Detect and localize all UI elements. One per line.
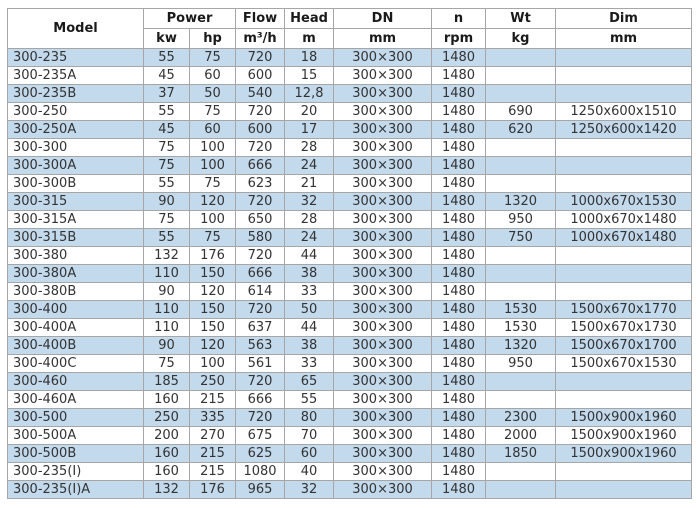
cell-rpm: 1480: [432, 103, 486, 121]
cell-head: 33: [285, 283, 334, 301]
cell-model: 300-235: [8, 49, 144, 67]
table-row: [8, 445, 692, 463]
header-unit-hp: hp: [190, 29, 236, 49]
cell-hp: 176: [190, 247, 236, 265]
cell-head: 17: [285, 121, 334, 139]
cell-head: 60: [285, 445, 334, 463]
cell-model: 300-250A: [8, 121, 144, 139]
cell-kw: 90: [144, 193, 190, 211]
cell-rpm: 1480: [432, 157, 486, 175]
cell-kw: 90: [144, 283, 190, 301]
cell-dim: [556, 49, 692, 67]
table-row: [8, 175, 692, 193]
cell-hp: 100: [190, 355, 236, 373]
cell-hp: 50: [190, 85, 236, 103]
cell-dn: 300×300: [334, 373, 432, 391]
cell-wt: 1850: [486, 445, 556, 463]
cell-head: 28: [285, 139, 334, 157]
table-row: [8, 265, 692, 283]
cell-head: 18: [285, 49, 334, 67]
header-unit-dim: mm: [556, 29, 692, 49]
cell-flow: 720: [236, 49, 285, 67]
table-row: [8, 67, 692, 85]
cell-model: 300-460A: [8, 391, 144, 409]
cell-model: 300-315B: [8, 229, 144, 247]
cell-model: 300-315A: [8, 211, 144, 229]
cell-dn: 300×300: [334, 427, 432, 445]
cell-wt: 1320: [486, 193, 556, 211]
cell-wt: 1320: [486, 337, 556, 355]
cell-hp: 75: [190, 103, 236, 121]
cell-kw: 75: [144, 139, 190, 157]
table-row: [8, 229, 692, 247]
cell-wt: 950: [486, 355, 556, 373]
header-unit-kw: kw: [144, 29, 190, 49]
cell-head: 40: [285, 463, 334, 481]
table-row: [8, 103, 692, 121]
cell-hp: 60: [190, 67, 236, 85]
cell-model: 300-250: [8, 103, 144, 121]
header-unit-n: rpm: [432, 29, 486, 49]
cell-kw: 55: [144, 103, 190, 121]
cell-rpm: 1480: [432, 355, 486, 373]
cell-rpm: 1480: [432, 445, 486, 463]
cell-hp: 270: [190, 427, 236, 445]
cell-kw: 185: [144, 373, 190, 391]
cell-dim: [556, 391, 692, 409]
cell-kw: 160: [144, 391, 190, 409]
cell-flow: 666: [236, 265, 285, 283]
cell-dim: [556, 463, 692, 481]
cell-dim: [556, 283, 692, 301]
cell-flow: 650: [236, 211, 285, 229]
cell-wt: [486, 67, 556, 85]
cell-rpm: 1480: [432, 319, 486, 337]
cell-dim: [556, 139, 692, 157]
cell-model: 300-300B: [8, 175, 144, 193]
table-row: [8, 355, 692, 373]
cell-model: 300-235B: [8, 85, 144, 103]
cell-dn: 300×300: [334, 247, 432, 265]
cell-hp: 75: [190, 49, 236, 67]
cell-flow: 720: [236, 139, 285, 157]
cell-dn: 300×300: [334, 337, 432, 355]
cell-kw: 55: [144, 229, 190, 247]
table-row: [8, 463, 692, 481]
cell-wt: [486, 175, 556, 193]
cell-dn: 300×300: [334, 121, 432, 139]
cell-model: 300-400A: [8, 319, 144, 337]
cell-dim: 1250x600x1510: [556, 103, 692, 121]
cell-head: 20: [285, 103, 334, 121]
cell-rpm: 1480: [432, 67, 486, 85]
cell-flow: 625: [236, 445, 285, 463]
cell-model: 300-235(I)A: [8, 481, 144, 499]
cell-hp: 215: [190, 463, 236, 481]
cell-head: 44: [285, 247, 334, 265]
cell-head: 50: [285, 301, 334, 319]
cell-dim: [556, 67, 692, 85]
cell-model: 300-400: [8, 301, 144, 319]
cell-kw: 110: [144, 319, 190, 337]
cell-rpm: 1480: [432, 121, 486, 139]
cell-kw: 37: [144, 85, 190, 103]
cell-dn: 300×300: [334, 301, 432, 319]
cell-dim: 1250x600x1420: [556, 121, 692, 139]
cell-wt: [486, 49, 556, 67]
cell-kw: 90: [144, 337, 190, 355]
cell-dim: [556, 481, 692, 499]
cell-dn: 300×300: [334, 157, 432, 175]
cell-flow: 1080: [236, 463, 285, 481]
cell-head: 28: [285, 211, 334, 229]
cell-kw: 110: [144, 265, 190, 283]
cell-kw: 132: [144, 247, 190, 265]
table-row: [8, 247, 692, 265]
table-row: [8, 85, 692, 103]
cell-hp: 60: [190, 121, 236, 139]
cell-head: 80: [285, 409, 334, 427]
header-dim: Dim: [556, 9, 692, 29]
cell-head: 15: [285, 67, 334, 85]
cell-rpm: 1480: [432, 175, 486, 193]
header-unit-wt: kg: [486, 29, 556, 49]
cell-wt: 1530: [486, 301, 556, 319]
cell-dim: 1500x900x1960: [556, 409, 692, 427]
cell-rpm: 1480: [432, 139, 486, 157]
cell-wt: [486, 265, 556, 283]
cell-model: 300-315: [8, 193, 144, 211]
cell-dn: 300×300: [334, 103, 432, 121]
header-model: Model: [8, 9, 144, 49]
cell-dn: 300×300: [334, 463, 432, 481]
cell-hp: 75: [190, 175, 236, 193]
cell-head: 24: [285, 229, 334, 247]
cell-rpm: 1480: [432, 301, 486, 319]
cell-rpm: 1480: [432, 247, 486, 265]
cell-dim: [556, 157, 692, 175]
table-row: [8, 157, 692, 175]
cell-rpm: 1480: [432, 283, 486, 301]
cell-flow: 720: [236, 409, 285, 427]
cell-wt: [486, 481, 556, 499]
table-row: [8, 481, 692, 499]
table-row: [8, 373, 692, 391]
cell-dn: 300×300: [334, 265, 432, 283]
pump-spec-table: [7, 8, 692, 499]
header-unit-dn: mm: [334, 29, 432, 49]
cell-wt: [486, 391, 556, 409]
table-row: [8, 301, 692, 319]
cell-hp: 335: [190, 409, 236, 427]
cell-dim: 1500x900x1960: [556, 445, 692, 463]
cell-rpm: 1480: [432, 211, 486, 229]
cell-flow: 965: [236, 481, 285, 499]
spec-table-body: [8, 49, 692, 499]
cell-model: 300-300A: [8, 157, 144, 175]
cell-dim: 1500x670x1770: [556, 301, 692, 319]
cell-dim: 1000x670x1480: [556, 229, 692, 247]
cell-flow: 600: [236, 121, 285, 139]
cell-rpm: 1480: [432, 49, 486, 67]
cell-hp: 75: [190, 229, 236, 247]
cell-wt: [486, 283, 556, 301]
cell-model: 300-380B: [8, 283, 144, 301]
cell-head: 24: [285, 157, 334, 175]
header-n: n: [432, 9, 486, 29]
cell-rpm: 1480: [432, 463, 486, 481]
cell-dn: 300×300: [334, 193, 432, 211]
cell-dn: 300×300: [334, 355, 432, 373]
cell-rpm: 1480: [432, 427, 486, 445]
cell-kw: 160: [144, 445, 190, 463]
cell-flow: 720: [236, 247, 285, 265]
cell-hp: 215: [190, 391, 236, 409]
cell-dim: 1000x670x1530: [556, 193, 692, 211]
cell-flow: 675: [236, 427, 285, 445]
cell-dn: 300×300: [334, 67, 432, 85]
table-row: [8, 193, 692, 211]
cell-dn: 300×300: [334, 319, 432, 337]
table-row: [8, 139, 692, 157]
cell-dn: 300×300: [334, 229, 432, 247]
cell-dn: 300×300: [334, 445, 432, 463]
table-row: [8, 283, 692, 301]
cell-hp: 120: [190, 193, 236, 211]
cell-hp: 150: [190, 301, 236, 319]
header-head: Head: [285, 9, 334, 29]
table-row: [8, 337, 692, 355]
cell-kw: 45: [144, 121, 190, 139]
cell-flow: 561: [236, 355, 285, 373]
cell-wt: 2000: [486, 427, 556, 445]
table-row: [8, 49, 692, 67]
cell-hp: 176: [190, 481, 236, 499]
cell-model: 300-500B: [8, 445, 144, 463]
header-dn: DN: [334, 9, 432, 29]
cell-rpm: 1480: [432, 193, 486, 211]
cell-flow: 580: [236, 229, 285, 247]
cell-hp: 150: [190, 265, 236, 283]
cell-kw: 75: [144, 355, 190, 373]
cell-head: 65: [285, 373, 334, 391]
cell-dn: 300×300: [334, 481, 432, 499]
cell-dn: 300×300: [334, 283, 432, 301]
cell-flow: 666: [236, 157, 285, 175]
cell-flow: 600: [236, 67, 285, 85]
cell-kw: 55: [144, 175, 190, 193]
cell-wt: 690: [486, 103, 556, 121]
cell-model: 300-460: [8, 373, 144, 391]
cell-flow: 666: [236, 391, 285, 409]
cell-flow: 614: [236, 283, 285, 301]
cell-dn: 300×300: [334, 409, 432, 427]
cell-head: 70: [285, 427, 334, 445]
cell-dn: 300×300: [334, 211, 432, 229]
cell-wt: 750: [486, 229, 556, 247]
cell-hp: 120: [190, 337, 236, 355]
header-unit-head: m: [285, 29, 334, 49]
cell-head: 55: [285, 391, 334, 409]
table-row: [8, 409, 692, 427]
table-row: [8, 121, 692, 139]
cell-wt: [486, 157, 556, 175]
cell-wt: 950: [486, 211, 556, 229]
cell-head: 21: [285, 175, 334, 193]
cell-head: 44: [285, 319, 334, 337]
cell-rpm: 1480: [432, 85, 486, 103]
cell-hp: 100: [190, 157, 236, 175]
cell-flow: 720: [236, 301, 285, 319]
cell-hp: 250: [190, 373, 236, 391]
cell-kw: 75: [144, 211, 190, 229]
cell-flow: 563: [236, 337, 285, 355]
table-row: [8, 211, 692, 229]
cell-flow: 720: [236, 373, 285, 391]
cell-dn: 300×300: [334, 391, 432, 409]
cell-hp: 215: [190, 445, 236, 463]
cell-model: 300-235A: [8, 67, 144, 85]
cell-wt: [486, 247, 556, 265]
cell-wt: [486, 85, 556, 103]
cell-flow: 720: [236, 193, 285, 211]
table-row: [8, 427, 692, 445]
cell-model: 300-400C: [8, 355, 144, 373]
cell-dim: [556, 175, 692, 193]
cell-flow: 623: [236, 175, 285, 193]
cell-dn: 300×300: [334, 175, 432, 193]
cell-head: 32: [285, 193, 334, 211]
cell-rpm: 1480: [432, 373, 486, 391]
cell-model: 300-380: [8, 247, 144, 265]
cell-dn: 300×300: [334, 85, 432, 103]
table-row: [8, 319, 692, 337]
header-row-labels: [8, 9, 692, 29]
cell-flow: 720: [236, 103, 285, 121]
cell-dim: 1500x670x1700: [556, 337, 692, 355]
cell-kw: 200: [144, 427, 190, 445]
cell-head: 38: [285, 265, 334, 283]
cell-hp: 150: [190, 319, 236, 337]
cell-dim: 1500x900x1960: [556, 427, 692, 445]
header-flow: Flow: [236, 9, 285, 29]
cell-kw: 160: [144, 463, 190, 481]
cell-model: 300-400B: [8, 337, 144, 355]
cell-wt: [486, 139, 556, 157]
cell-wt: [486, 373, 556, 391]
cell-rpm: 1480: [432, 229, 486, 247]
cell-head: 32: [285, 481, 334, 499]
cell-wt: 2300: [486, 409, 556, 427]
table-row: [8, 391, 692, 409]
cell-head: 12,8: [285, 85, 334, 103]
cell-dim: 1500x670x1530: [556, 355, 692, 373]
cell-wt: [486, 463, 556, 481]
cell-kw: 75: [144, 157, 190, 175]
cell-hp: 100: [190, 211, 236, 229]
cell-dim: 1000x670x1480: [556, 211, 692, 229]
cell-wt: 620: [486, 121, 556, 139]
cell-kw: 45: [144, 67, 190, 85]
cell-rpm: 1480: [432, 481, 486, 499]
cell-dn: 300×300: [334, 49, 432, 67]
cell-model: 300-235(I): [8, 463, 144, 481]
cell-kw: 55: [144, 49, 190, 67]
cell-rpm: 1480: [432, 265, 486, 283]
cell-model: 300-380A: [8, 265, 144, 283]
cell-dim: [556, 373, 692, 391]
cell-rpm: 1480: [432, 391, 486, 409]
cell-kw: 110: [144, 301, 190, 319]
cell-dim: [556, 85, 692, 103]
cell-dn: 300×300: [334, 139, 432, 157]
cell-flow: 540: [236, 85, 285, 103]
cell-dim: [556, 247, 692, 265]
cell-wt: 1530: [486, 319, 556, 337]
header-unit-flow: m³/h: [236, 29, 285, 49]
header-wt: Wt: [486, 9, 556, 29]
header-power: Power: [144, 9, 236, 29]
cell-hp: 100: [190, 139, 236, 157]
cell-flow: 637: [236, 319, 285, 337]
cell-head: 38: [285, 337, 334, 355]
cell-head: 33: [285, 355, 334, 373]
table-header: [8, 9, 692, 49]
cell-rpm: 1480: [432, 409, 486, 427]
cell-hp: 120: [190, 283, 236, 301]
cell-kw: 250: [144, 409, 190, 427]
cell-model: 300-500A: [8, 427, 144, 445]
cell-model: 300-500: [8, 409, 144, 427]
cell-dim: [556, 265, 692, 283]
cell-kw: 132: [144, 481, 190, 499]
cell-model: 300-300: [8, 139, 144, 157]
cell-rpm: 1480: [432, 337, 486, 355]
cell-dim: 1500x670x1730: [556, 319, 692, 337]
